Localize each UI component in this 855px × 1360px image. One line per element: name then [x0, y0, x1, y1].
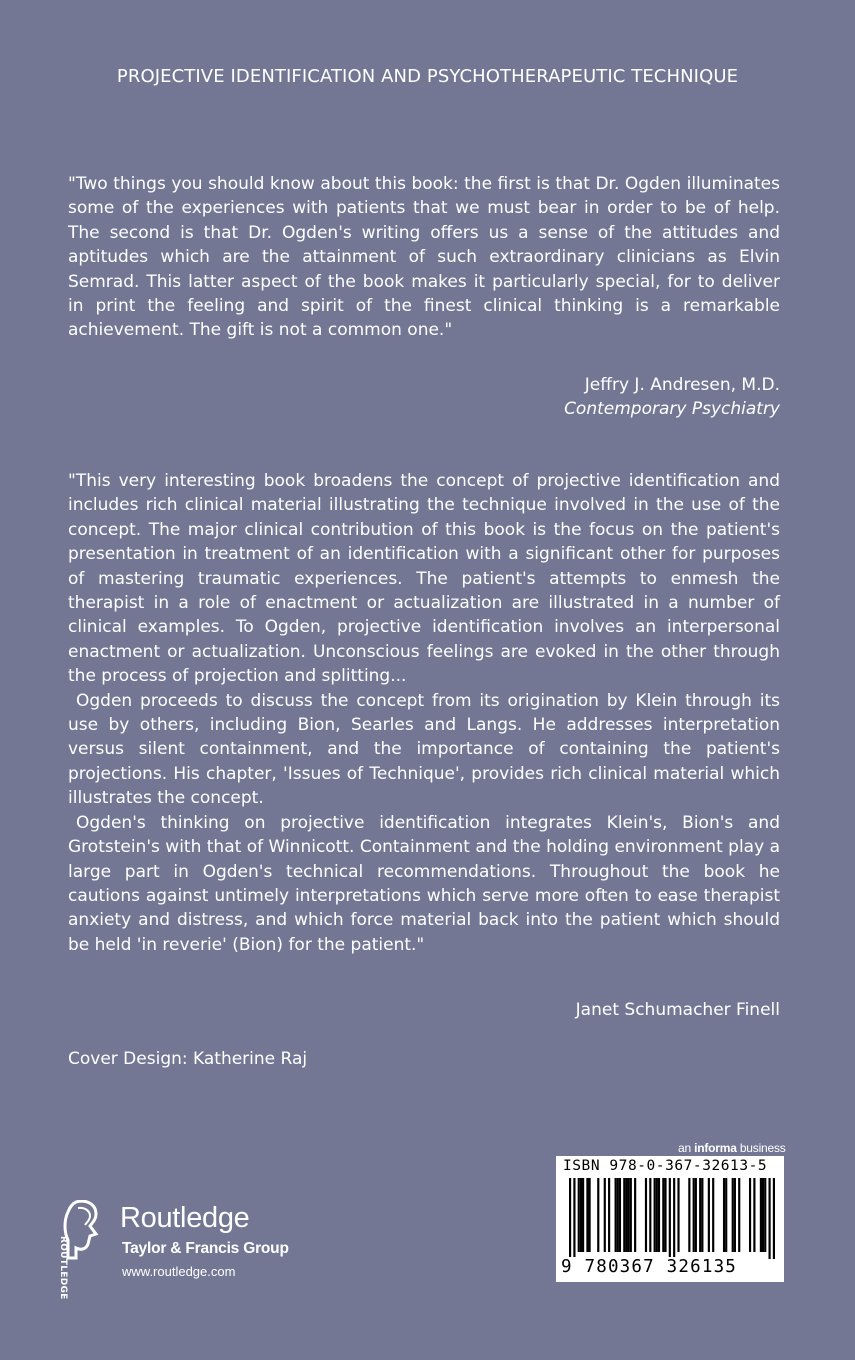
barcode-bar [608, 1178, 610, 1252]
review-1-author: Jeffry J. Andresen, M.D. [584, 375, 780, 395]
informa-prefix: an [678, 1141, 695, 1155]
barcode-bar [628, 1178, 630, 1252]
review-2-paragraph-3: Ogden's thinking on projective identification integrates Klein's, Bion's and Grotstein's with that of Winnicott. Containment and the holding environment play a large part in Ogden's technical recommendations. Throughout the book he cautions against untimely interpretations which serve more often to ease therapist anxiety and distress, and which force material back into the patient which should be held 'in reverie' (Bion) for the patient." [68, 812, 780, 955]
barcode-bar [734, 1178, 736, 1252]
barcode-bar [664, 1178, 666, 1252]
barcode-bar [586, 1178, 588, 1252]
barcode-bar [693, 1178, 695, 1252]
informa-suffix: business [736, 1141, 786, 1155]
barcode-bar [768, 1178, 770, 1259]
barcode-bar [634, 1178, 636, 1252]
barcode-bar [699, 1178, 701, 1252]
ean-digits: 9 780367 326135 [561, 1257, 738, 1277]
barcode-bar [760, 1178, 762, 1252]
barcode-bar [695, 1178, 697, 1252]
informa-business-label [678, 1141, 786, 1155]
barcode-bar [578, 1178, 580, 1252]
barcode-bar [732, 1178, 734, 1252]
publisher-vertical-label: ROUTLEDGE [58, 1236, 68, 1300]
barcode-bar [762, 1178, 764, 1252]
routledge-logo-icon [62, 1200, 112, 1260]
barcode-bar [749, 1178, 751, 1252]
review-2-paragraph-1: "This very interesting book broadens the concept of projective identification and includes rich clinical material illustrating the technique involved in the use of the concept. The major clinical contribution of this book is the focus on the patient's presentation in treatment of an identification with a significant other for purposes of mastering traumatic experiences. The patient's attempts to enmesh the therapist in a role of enactment or actualization are illustrated in a number of clinical examples. To Ogden, projective identification involves an interpersonal enactment or actualization. Unconscious feelings are evoked in the other through the process of projection and splitting... [68, 471, 780, 687]
barcode-bar [623, 1178, 625, 1252]
barcode-bar [723, 1178, 725, 1252]
barcode-bar [630, 1178, 632, 1252]
review-1-attribution [564, 373, 780, 421]
barcode-bar [619, 1178, 621, 1252]
barcode-bar [656, 1178, 658, 1252]
barcode-bar [582, 1178, 584, 1252]
publisher-url: www.routledge.com [122, 1264, 236, 1279]
barcode-bar [597, 1178, 599, 1252]
barcode-bar [725, 1178, 727, 1252]
publisher-name: Routledge [120, 1202, 250, 1234]
barcode-bar [712, 1178, 714, 1252]
review-quote-1 [68, 172, 780, 343]
barcode-bar [625, 1178, 627, 1252]
cover-design-credit: Cover Design: Katherine Raj [68, 1049, 308, 1069]
review-quote-2 [68, 469, 780, 957]
barcode-bars [569, 1178, 775, 1259]
barcode-bar [649, 1178, 651, 1252]
barcode-bar [708, 1178, 710, 1252]
barcode-bar [738, 1178, 740, 1252]
barcode-bar [617, 1178, 619, 1252]
publisher-block [58, 1200, 322, 1300]
barcode-bar [569, 1178, 571, 1259]
barcode-bar [673, 1178, 675, 1259]
review-2-paragraph-2: Ogden proceeds to discuss the concept from its origination by Klein through its use by others, including Bion, Searles and Langs. He addresses interpretation versus silent containment, and the importance of containing the patient's projections. His chapter, 'Issues of Technique', provides rich clinical material which illustrates the concept. [68, 690, 780, 809]
barcode-bar [662, 1178, 664, 1252]
barcode-bar [701, 1178, 703, 1252]
publisher-group: Taylor & Francis Group [122, 1240, 289, 1257]
barcode-bar [615, 1178, 617, 1252]
barcode-bar [645, 1178, 647, 1252]
isbn-label: ISBN 978-0-367-32613-5 [563, 1158, 768, 1174]
barcode-bar [654, 1178, 656, 1252]
barcode-bar [764, 1178, 766, 1252]
review-1-text: "Two things you should know about this book: the first is that Dr. Ogden illuminates some of the experiences with patients that we must bear in order to be of help. The second is that Dr. Ogden's writing offers us a sense of the attitudes and aptitudes which are the attainment of such extraordinary clinicians as Elvin Semrad. This latter aspect of the book makes it particularly special, for to deliver in print the feeling and spirit of the finest clinical thinking is a remarkable achievement. The gift is not a common one." [68, 174, 780, 341]
barcode-bar [688, 1178, 690, 1252]
barcode-bar [669, 1178, 671, 1259]
review-2-author: Janet Schumacher Finell [575, 1000, 780, 1020]
series-title: PROJECTIVE IDENTIFICATION AND PSYCHOTHERAPEUTIC TECHNIQUE [116, 66, 739, 87]
barcode-bar [589, 1178, 591, 1252]
barcode-bar [773, 1178, 775, 1259]
review-2-attribution [576, 998, 780, 1022]
barcode-bar [658, 1178, 660, 1252]
barcode-bar [753, 1178, 755, 1252]
isbn-barcode [556, 1156, 784, 1282]
review-1-source: Contemporary Psychiatry [564, 399, 780, 419]
barcode-bar [580, 1178, 582, 1252]
informa-word: informa [694, 1141, 737, 1155]
barcode-bar [573, 1178, 575, 1259]
barcode-bar [677, 1178, 679, 1252]
barcode-bar [604, 1178, 606, 1252]
